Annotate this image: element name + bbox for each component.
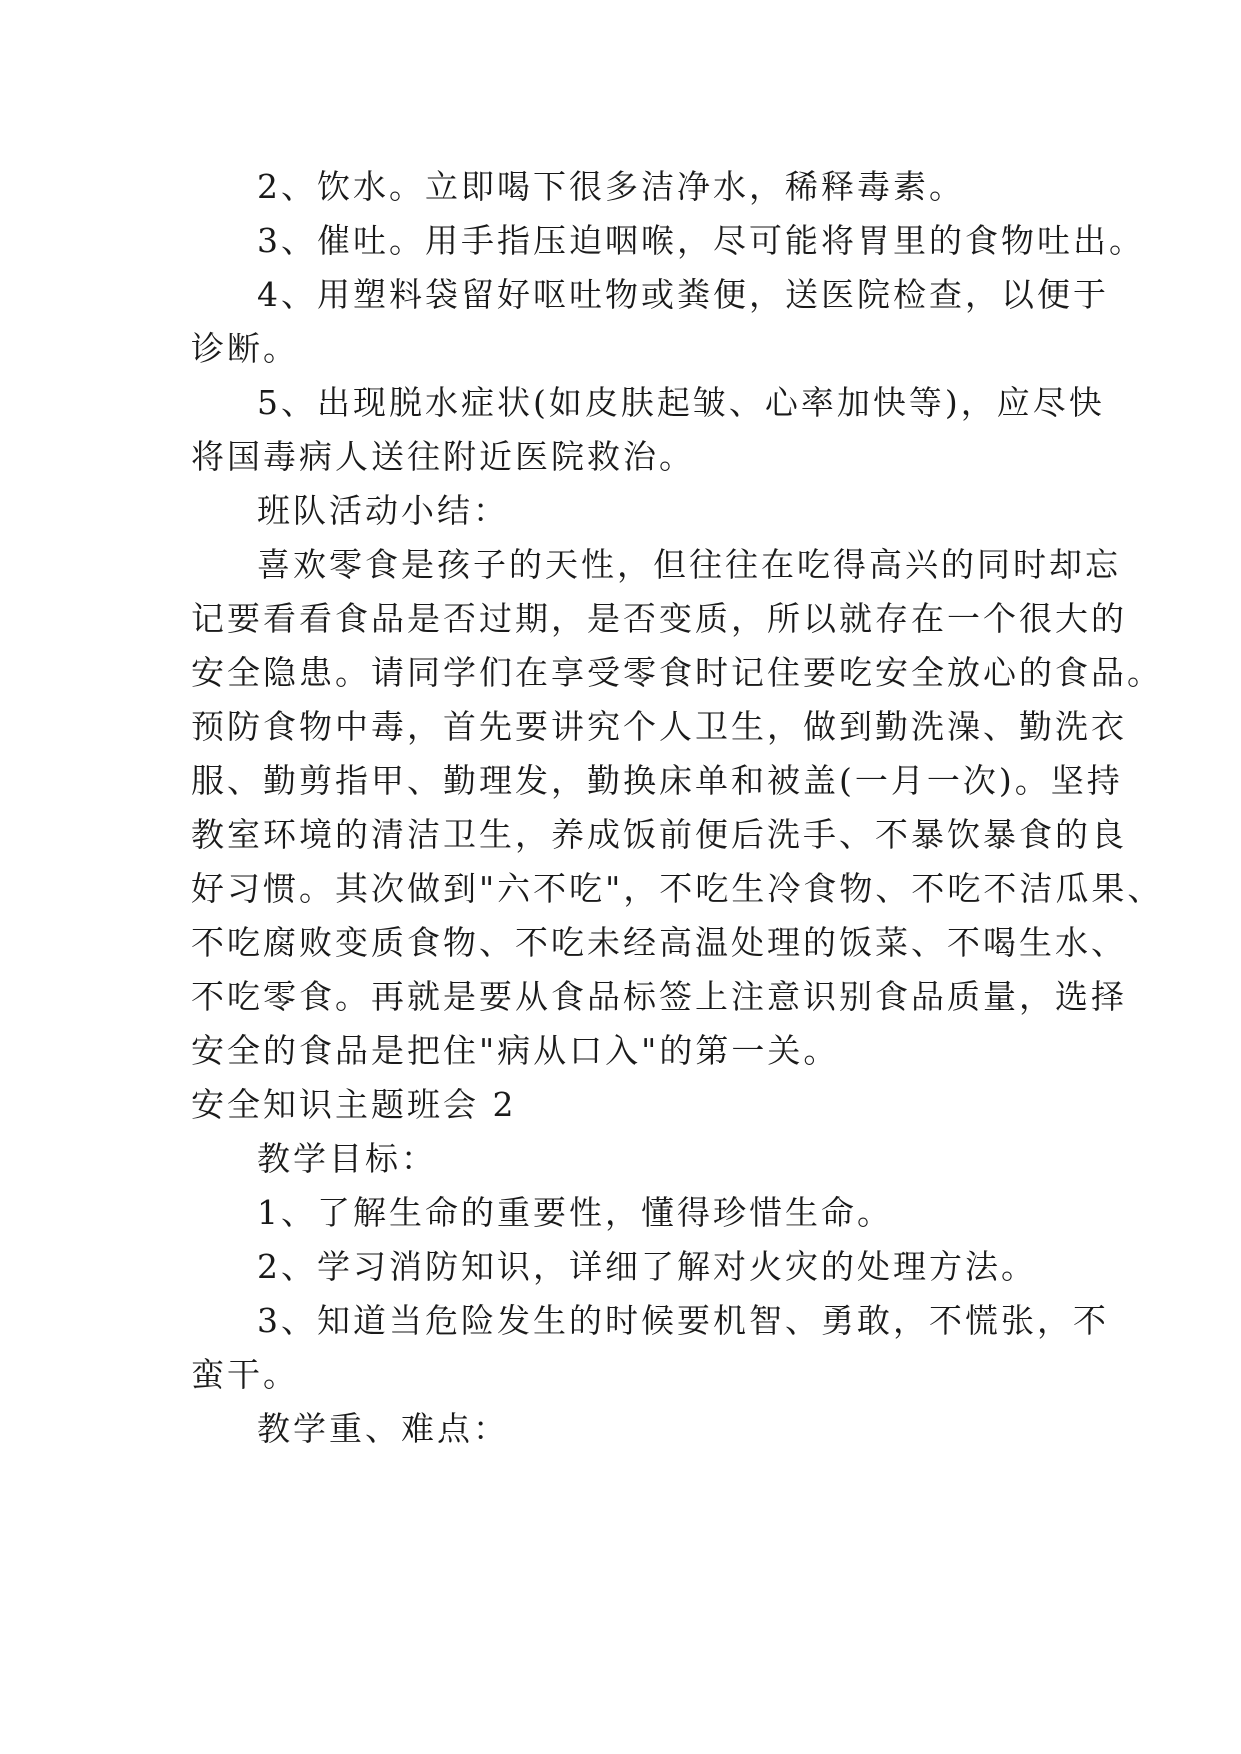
paragraph-line: 安全隐患。请同学们在享受零食时记住要吃安全放心的食品。 — [191, 653, 1163, 692]
paragraph-line: 不吃零食。再就是要从食品标签上注意识别食品质量，选择 — [191, 977, 1127, 1016]
paragraph-line: 2、饮水。立即喝下很多洁净水，稀释毒素。 — [257, 167, 965, 206]
paragraph-line: 记要看看食品是否过期，是否变质，所以就存在一个很大的 — [191, 599, 1127, 638]
paragraph-line: 蛮干。 — [191, 1355, 299, 1394]
paragraph-line: 不吃腐败变质食物、不吃未经高温处理的饭菜、不喝生水、 — [191, 923, 1127, 962]
paragraph-line: 3、催吐。用手指压迫咽喉，尽可能将胃里的食物吐出。 — [257, 221, 1145, 260]
paragraph-line: 3、知道当危险发生的时候要机智、勇敢，不慌张，不 — [257, 1301, 1109, 1340]
paragraph-line: 4、用塑料袋留好呕吐物或粪便，送医院检查，以便于 — [257, 275, 1109, 314]
paragraph-line: 好习惯。其次做到"六不吃"，不吃生冷食物、不吃不洁瓜果、 — [191, 869, 1164, 908]
paragraph-line: 喜欢零食是孩子的天性，但往往在吃得高兴的同时却忘 — [257, 545, 1121, 584]
paragraph-line: 2、学习消防知识，详细了解对火灾的处理方法。 — [257, 1247, 1037, 1286]
document-body — [191, 160, 1164, 1456]
paragraph-line: 服、勤剪指甲、勤理发，勤换床单和被盖(一月一次)。坚持 — [191, 761, 1123, 800]
paragraph-line: 诊断。 — [191, 329, 299, 368]
paragraph-line: 安全的食品是把住"病从口入"的第一关。 — [191, 1031, 840, 1070]
paragraph-line: 预防食物中毒，首先要讲究个人卫生，做到勤洗澡、勤洗衣 — [191, 707, 1127, 746]
paragraph-line: 5、出现脱水症状(如皮肤起皱、心率加快等)，应尽快 — [257, 383, 1105, 422]
paragraph-line: 1、了解生命的重要性，懂得珍惜生命。 — [257, 1193, 893, 1232]
document-title: 安全知识主题班会 2 — [191, 1085, 517, 1124]
section-heading: 教学目标： — [257, 1139, 437, 1178]
section-heading: 教学重、难点： — [257, 1409, 509, 1448]
paragraph-line: 教室环境的清洁卫生，养成饭前便后洗手、不暴饮暴食的良 — [191, 815, 1127, 854]
section-heading: 班队活动小结： — [257, 491, 509, 530]
paragraph-line: 将国毒病人送往附近医院救治。 — [191, 437, 695, 476]
